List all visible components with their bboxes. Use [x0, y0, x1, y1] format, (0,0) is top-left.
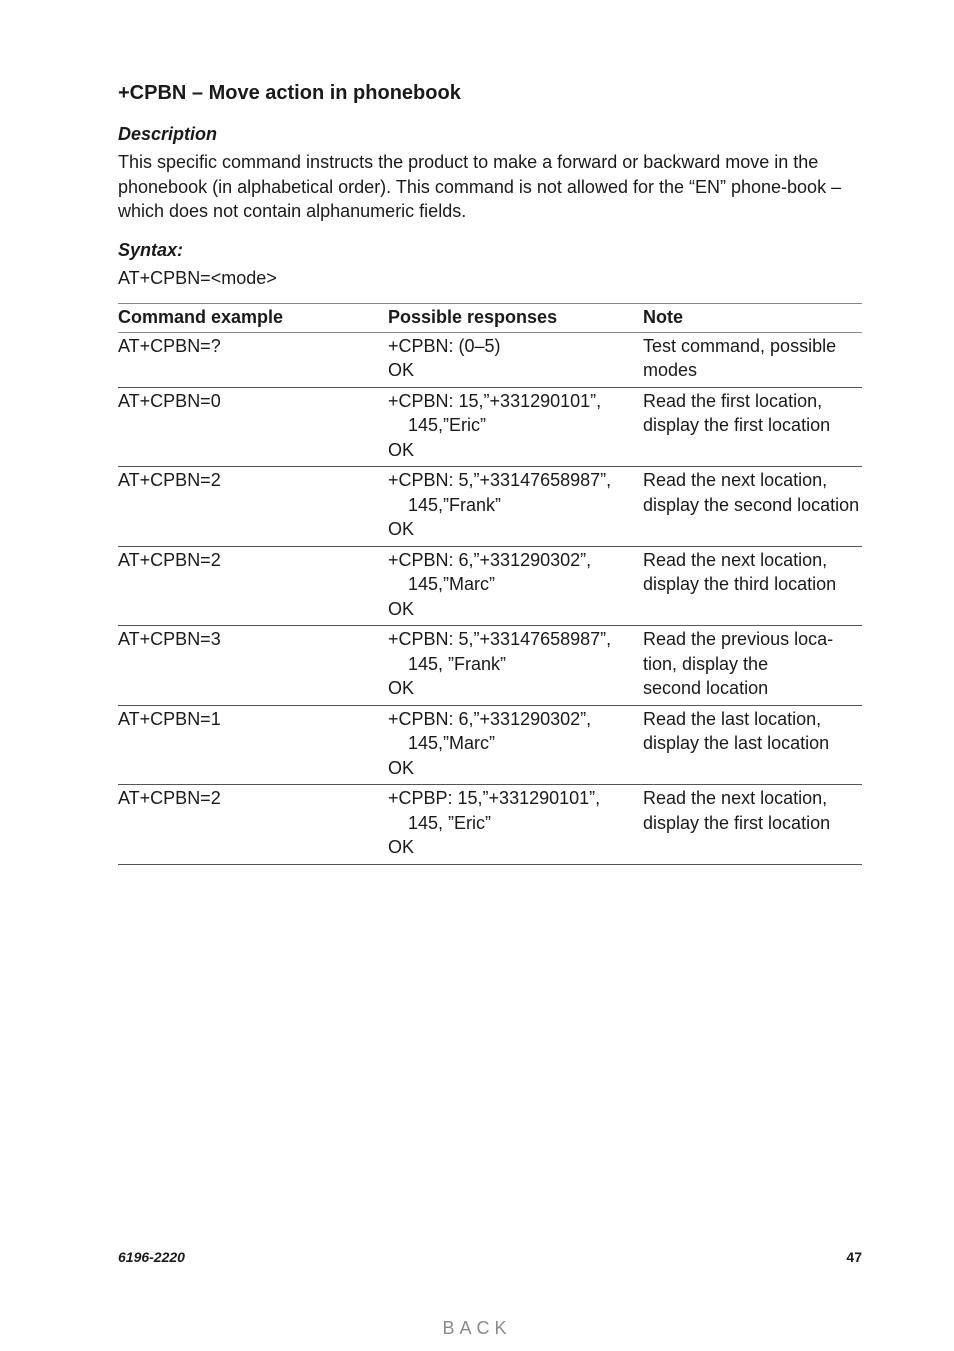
note-line: tion, display the: [643, 653, 769, 674]
note-line: modes: [643, 360, 698, 380]
document-number: 6196-2220: [118, 1249, 185, 1265]
response-line: OK: [388, 439, 415, 460]
command-text: AT+CPBN=1: [118, 708, 221, 729]
response-line: 145,”Marc”: [408, 574, 496, 594]
note-line: Read the last location,: [643, 708, 822, 729]
note-line: second location: [643, 678, 769, 698]
cell-response: [388, 785, 643, 865]
page-number: 47: [846, 1249, 862, 1265]
response-line: OK: [388, 519, 415, 539]
back-link[interactable]: BACK: [442, 1318, 512, 1338]
response-line: OK: [388, 598, 415, 619]
note-line: Test command, possible: [643, 335, 837, 356]
cell-command: [118, 387, 388, 467]
command-text: AT+CPBN=3: [118, 629, 221, 649]
document-page: [118, 80, 862, 865]
description-heading: Description: [118, 124, 218, 144]
cell-response: [388, 705, 643, 785]
command-table: [118, 303, 862, 865]
cell-response: [388, 467, 643, 547]
header-possible-responses: Possible responses: [388, 303, 643, 332]
response-line: OK: [388, 837, 415, 857]
command-text: AT+CPBN=?: [118, 335, 221, 356]
page-title: +CPBN – Move action in phonebook: [118, 82, 461, 104]
response-line: OK: [388, 757, 415, 778]
cell-note: [643, 546, 862, 626]
cell-command: [118, 546, 388, 626]
cell-command: [118, 705, 388, 785]
cell-response: [388, 387, 643, 467]
cell-command: [118, 785, 388, 865]
response-line: +CPBN: 6,”+331290302”,: [388, 708, 592, 729]
table-row: [118, 785, 862, 865]
response-line: 145,”Eric”: [408, 415, 487, 435]
cell-response: [388, 332, 643, 387]
response-line: +CPBN: 5,”+33147658987”,: [388, 629, 612, 649]
response-line: +CPBN: 6,”+331290302”,: [388, 549, 592, 570]
table-row: [118, 546, 862, 626]
response-line: 145,”Marc”: [408, 733, 496, 753]
command-text: AT+CPBN=2: [118, 549, 221, 570]
response-line: 145,”Frank”: [408, 494, 502, 515]
table-row: [118, 467, 862, 547]
cell-note: [643, 785, 862, 865]
response-line: 145, ”Eric”: [408, 812, 492, 833]
cell-note: [643, 332, 862, 387]
cell-note: [643, 387, 862, 467]
header-command-example: Command example: [118, 303, 388, 332]
note-line: display the last location: [643, 733, 830, 753]
cell-note: [643, 626, 862, 706]
note-line: Read the next location,: [643, 470, 828, 490]
response-line: OK: [388, 360, 415, 380]
response-line: +CPBP: 15,”+331290101”,: [388, 788, 601, 808]
response-line: 145, ”Frank”: [408, 653, 507, 674]
table-row: [118, 387, 862, 467]
response-line: +CPBN: (0–5): [388, 335, 501, 356]
note-line: display the first location: [643, 812, 831, 833]
table-row: [118, 705, 862, 785]
cell-command: [118, 467, 388, 547]
note-line: Read the next location,: [643, 549, 828, 570]
page-footer: [118, 1249, 862, 1265]
response-line: +CPBN: 15,”+331290101”,: [388, 390, 602, 411]
cell-note: [643, 705, 862, 785]
note-line: Read the previous loca-: [643, 629, 834, 649]
note-line: display the third location: [643, 574, 837, 594]
note-line: Read the next location,: [643, 788, 828, 808]
cell-note: [643, 467, 862, 547]
cell-command: [118, 626, 388, 706]
cell-response: [388, 546, 643, 626]
note-line: display the first location: [643, 415, 831, 435]
table-body: [118, 332, 862, 864]
cell-response: [388, 626, 643, 706]
command-text: AT+CPBN=0: [118, 390, 221, 411]
note-line: Read the first location,: [643, 390, 823, 411]
syntax-heading: Syntax:: [118, 239, 184, 260]
command-text: AT+CPBN=2: [118, 470, 221, 490]
note-line: display the second location: [643, 494, 860, 515]
cell-command: [118, 332, 388, 387]
header-note: Note: [643, 303, 862, 332]
response-line: OK: [388, 678, 415, 698]
response-line: +CPBN: 5,”+33147658987”,: [388, 470, 612, 490]
table-row: [118, 332, 862, 387]
description-text: This specific command instructs the product to make a forward or backward move in the phonebook (in alphabetical order). This command is not allowed for the “EN” phone-book – which does not contain alphanumeric fields.: [118, 152, 842, 221]
command-text: AT+CPBN=2: [118, 788, 221, 808]
syntax-command: AT+CPBN=<mode>: [118, 267, 277, 288]
table-row: [118, 626, 862, 706]
table-header-row: [118, 303, 862, 332]
